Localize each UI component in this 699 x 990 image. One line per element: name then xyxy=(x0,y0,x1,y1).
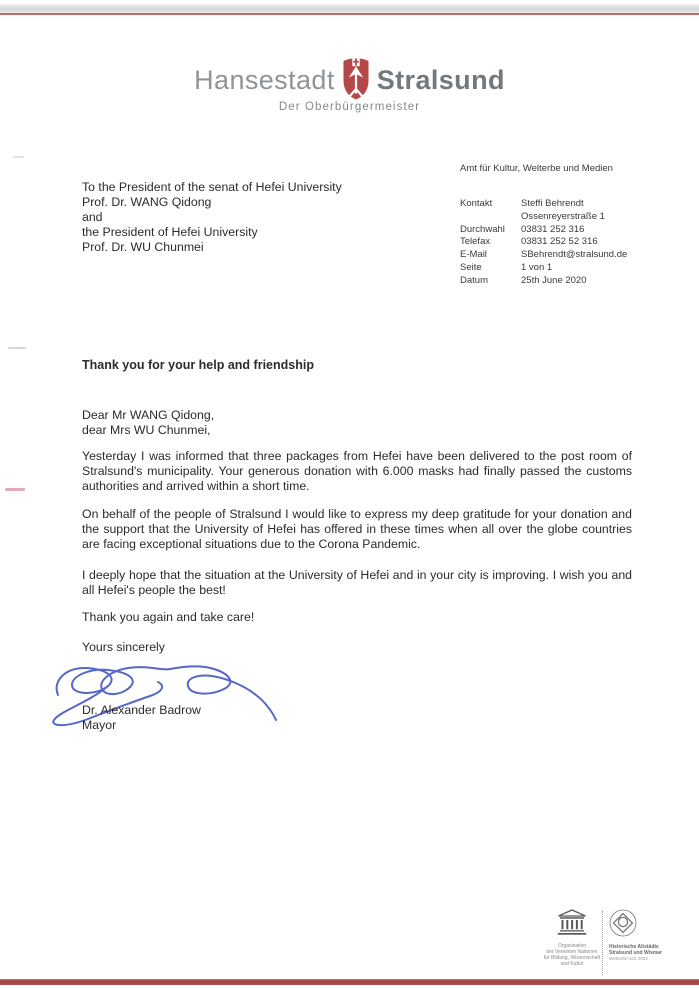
contact-value: Ossenreyerstraße 1 xyxy=(521,210,605,222)
contact-row xyxy=(460,262,627,275)
contact-label: Telefax xyxy=(460,236,491,248)
unesco-caption xyxy=(542,943,602,967)
unesco-caption-line: der Vereinten Nationen xyxy=(546,949,598,955)
unesco-caption-line: und Kultur xyxy=(560,961,584,967)
department-line: Amt für Kultur, Welterbe und Medien xyxy=(460,163,613,174)
contact-label: Kontakt xyxy=(460,198,493,209)
contact-info-block xyxy=(460,198,627,288)
letterhead-office-title: Der Oberbürgermeister xyxy=(278,101,421,113)
letterhead xyxy=(0,56,699,105)
contact-value: 1 von 1 xyxy=(521,261,553,273)
recipient-line: and xyxy=(82,210,103,225)
unesco-temple-icon xyxy=(542,909,602,936)
fold-mark xyxy=(13,156,24,158)
recipient-line: Prof. Dr. WANG Qidong xyxy=(82,195,212,210)
fold-mark xyxy=(5,488,25,491)
world-heritage-logo-block xyxy=(609,909,695,962)
heritage-caption xyxy=(609,944,695,962)
recipient-line: To the President of the senat of Hefei University xyxy=(82,180,342,194)
logo-divider xyxy=(602,911,603,975)
recipient-line: Prof. Dr. WU Chunmei xyxy=(82,240,204,255)
signer-name: Dr. Alexander Badrow xyxy=(82,703,201,717)
contact-row xyxy=(460,224,627,237)
world-heritage-emblem-icon xyxy=(609,909,695,937)
recipient-line: the President of Hefei University xyxy=(82,225,258,240)
fold-mark xyxy=(8,347,26,349)
letterhead-city-name: Stralsund xyxy=(376,65,505,95)
heritage-caption-line: Stralsund und Wismar xyxy=(609,950,663,956)
contact-value: 03831 252 52 316 xyxy=(521,236,598,248)
heritage-caption-line: Historische Altstädte xyxy=(609,944,659,950)
subject-line: Thank you for your help and friendship xyxy=(82,358,314,372)
body-paragraph: Thank you again and take care! xyxy=(82,610,255,624)
closing-line: Yours sincerely xyxy=(82,640,165,654)
contact-date-value: 25th June 2020 xyxy=(521,274,587,286)
contact-label: E-Mail xyxy=(460,249,487,261)
top-red-line xyxy=(0,13,699,15)
signer-title: Mayor xyxy=(82,717,117,732)
salutation-line: dear Mrs WU Chunmei, xyxy=(82,423,211,438)
recipient-address xyxy=(82,180,342,255)
bottom-red-bar xyxy=(0,979,699,985)
salutation xyxy=(82,408,214,438)
contact-label xyxy=(460,211,521,224)
contact-label: Durchwahl xyxy=(460,223,505,235)
unesco-caption-line: für Bildung, Wissenschaft xyxy=(543,955,601,961)
contact-row xyxy=(460,198,627,211)
letterhead-city-label: Hansestadt xyxy=(194,65,335,95)
heritage-caption-line: Welterbe seit 2002 xyxy=(609,956,648,961)
contact-row xyxy=(460,236,627,249)
contact-row xyxy=(460,211,627,224)
contact-row xyxy=(460,275,627,288)
contact-label: Seite xyxy=(460,261,482,273)
contact-email-value: SBehrendt@stralsund.de xyxy=(521,249,628,261)
signature-block xyxy=(82,703,201,732)
contact-value: 03831 252 316 xyxy=(521,223,585,235)
salutation-line: Dear Mr WANG Qidong, xyxy=(82,408,215,422)
scan-edge-artifact xyxy=(0,4,699,13)
unesco-caption-line: Organisation xyxy=(557,943,587,949)
contact-row xyxy=(460,249,627,262)
unesco-logo-block xyxy=(542,909,602,967)
body-paragraph: On behalf of the people of Stralsund I would like to express my deep gratitude for your donation and the support that the University of Hefei has offered in these times when all over the globe countries are facing exceptional situations due to the Corona Pandemic. xyxy=(82,507,632,552)
contact-label: Datum xyxy=(460,274,488,286)
body-paragraph: Yesterday I was informed that three packages from Hefei have been delivered to the post room of Stralsund's municipality. Your generous donation with 6.000 masks had finally passed the customs authorities and arrived within a short time. xyxy=(82,449,632,494)
contact-value: Steffi Behrendt xyxy=(521,198,584,209)
stralsund-shield-icon xyxy=(342,56,370,105)
body-paragraph: I deeply hope that the situation at the University of Hefei and in your city is improving. I wish you and all Hefei's people the best! xyxy=(82,568,632,598)
